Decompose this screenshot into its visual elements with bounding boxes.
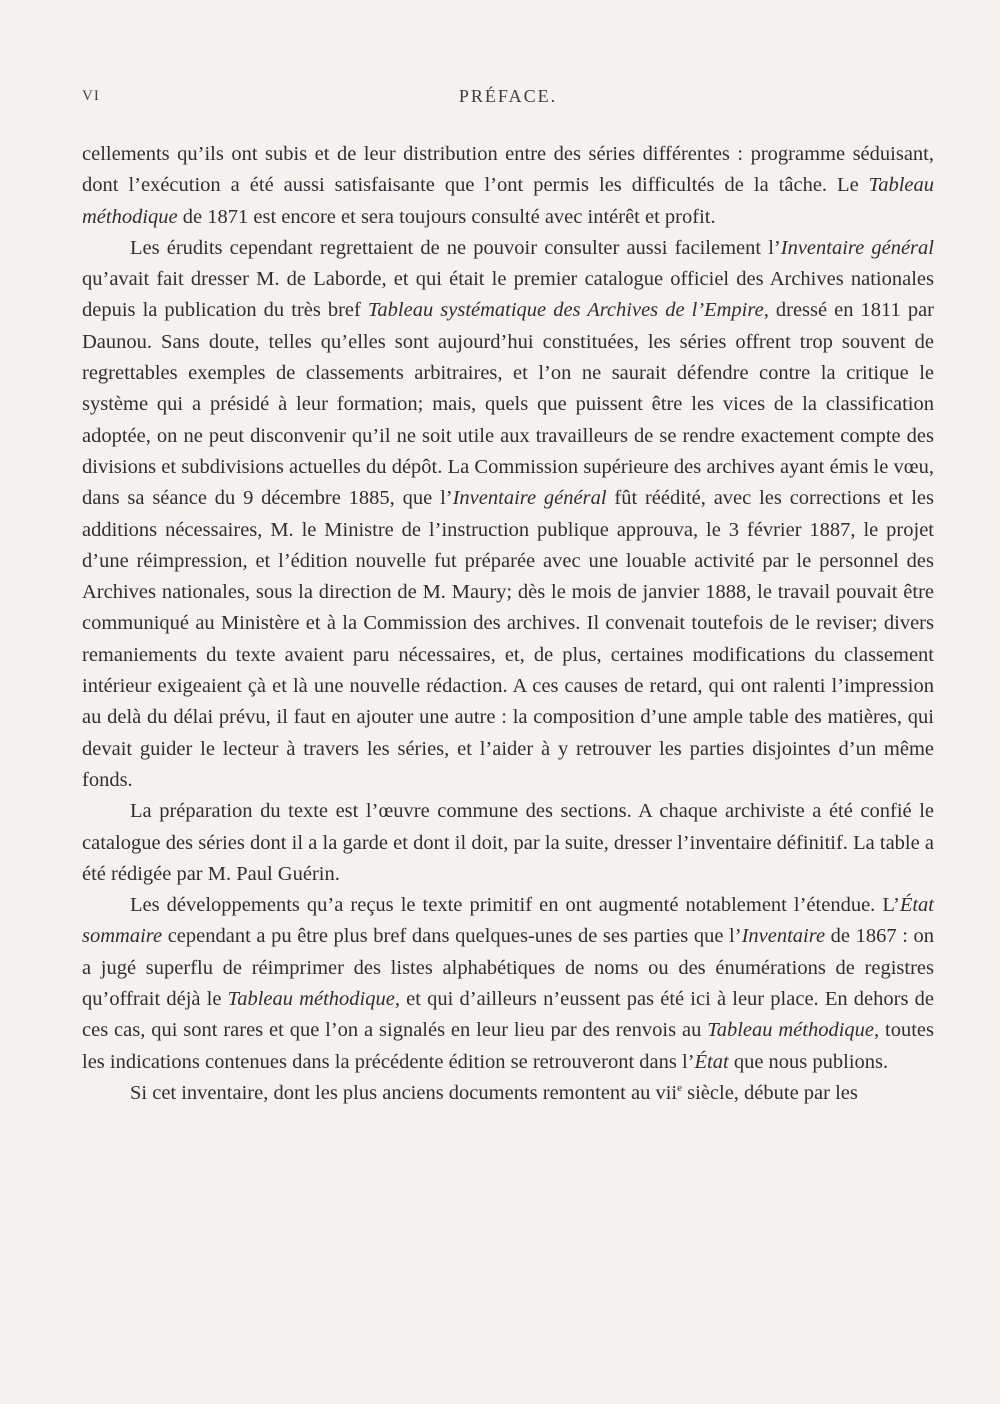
- page-number: VI: [82, 88, 100, 104]
- superscript: e: [677, 1082, 682, 1095]
- text-run: Si cet inventaire, dont les plus anciens documents remontent au vii: [130, 1081, 678, 1104]
- paragraph: [82, 233, 934, 796]
- text-run: toutes les indications contenues dans la précédente édition se retrouveront dans l’: [82, 1019, 934, 1073]
- italic-title: Inventaire: [741, 925, 826, 948]
- text-run: siècle, débute par les: [682, 1081, 858, 1104]
- text-run: et qui d’ailleurs n’eussent pas été ici à leur place. En dehors de ces cas, qui sont rares et que l’on a signalés en leur lieu par des renvois au: [82, 988, 934, 1042]
- text-run: cellements qu’ils ont subis et de leur distribution entre des séries différentes : programme séduisant, dont l’exécution a été aussi satisfaisante que l’ont permis les difficultés de la tâche. Le: [82, 143, 934, 197]
- paragraph: [82, 1078, 934, 1109]
- italic-title: Inventaire général: [780, 236, 934, 259]
- italic-title: Tableau méthodique,: [707, 1019, 880, 1042]
- text-run: de 1871 est encore et sera toujours consulté avec intérêt et profit.: [177, 205, 716, 228]
- text-run: de 1867 : on a jugé superflu de réimprimer des listes alphabétiques de noms ou des énumérations de registres qu’offrait déjà le: [82, 925, 935, 1011]
- paragraph: [82, 139, 934, 233]
- italic-title: Tableau systématique des Archives de l’Empire,: [367, 299, 769, 322]
- italic-title: Inventaire général: [452, 487, 607, 510]
- text-run: Les développements qu’a reçus le texte primitif en ont augmenté notablement l’étendue. L’: [130, 894, 900, 917]
- running-title: PRÉFACE.: [458, 86, 558, 106]
- italic-title: État: [694, 1050, 729, 1073]
- paragraph: [82, 796, 934, 890]
- paragraph: [82, 890, 934, 1078]
- text-run: fût réédité, avec les corrections et les additions nécessaires, M. le Ministre de l’instruction publique approuva, le 3 février 1887, le projet d’une réimpression, et l’édition nouvelle fut préparée avec une louable activité par le personnel des Archives nationales, sous la direction de M. Maury; dès le mois de janvier 1888, le travail pouvait être communiqué au Ministère et à la Commission des archives. Il convenait toutefois de le reviser; divers remaniements du texte avaient paru nécessaires, et, de plus, certaines modifications du classement intérieur exigeaient çà et là une nouvelle rédaction. A ces causes de retard, qui ont ralenti l’impression au delà du délai prévu, il faut en ajouter une autre : la composition d’une ample table des matières, qui devait guider le lecteur à travers les séries, et l’aider à y retrouver les parties disjointes d’un même fonds.: [82, 487, 934, 791]
- italic-title: Tableau méthodique: [82, 174, 934, 228]
- italic-title: Tableau méthodique,: [227, 988, 400, 1011]
- text-run: cependant a pu être plus bref dans quelques-unes de ses parties que l’: [162, 925, 742, 948]
- body-text: [82, 139, 934, 1109]
- text-run: Les érudits cependant regrettaient de ne pouvoir consulter aussi facilement l’: [130, 236, 781, 259]
- text-run: qu’avait fait dresser M. de Laborde, et qui était le premier catalogue officiel des Archives nationales depuis la publication du très bref: [82, 268, 934, 322]
- page-header: [82, 88, 934, 114]
- italic-title: État sommaire: [82, 894, 934, 948]
- text-run: dressé en 1811 par Daunou. Sans doute, telles qu’elles sont aujourd’hui constituées, les séries offrent trop souvent de regrettables exemples de classements arbitraires, et l’on ne saurait défendre contre la critique le système qui a présidé à leur formation; mais, quels que puissent être les vices de la classification adoptée, on ne peut disconvenir qu’il ne soit utile aux travailleurs de se rendre exactement compte des divisions et subdivisions actuelles du dépôt. La Commission supérieure des archives ayant émis le vœu, dans sa séance du 9 décembre 1885, que l’: [82, 299, 934, 510]
- text-run: que nous publions.: [728, 1050, 889, 1073]
- text-run: La préparation du texte est l’œuvre commune des sections. A chaque archiviste a été confié le catalogue des séries dont il a la garde et dont il doit, par la suite, dresser l’inventaire définitif. La table a été rédigée par M. Paul Guérin.: [82, 800, 934, 885]
